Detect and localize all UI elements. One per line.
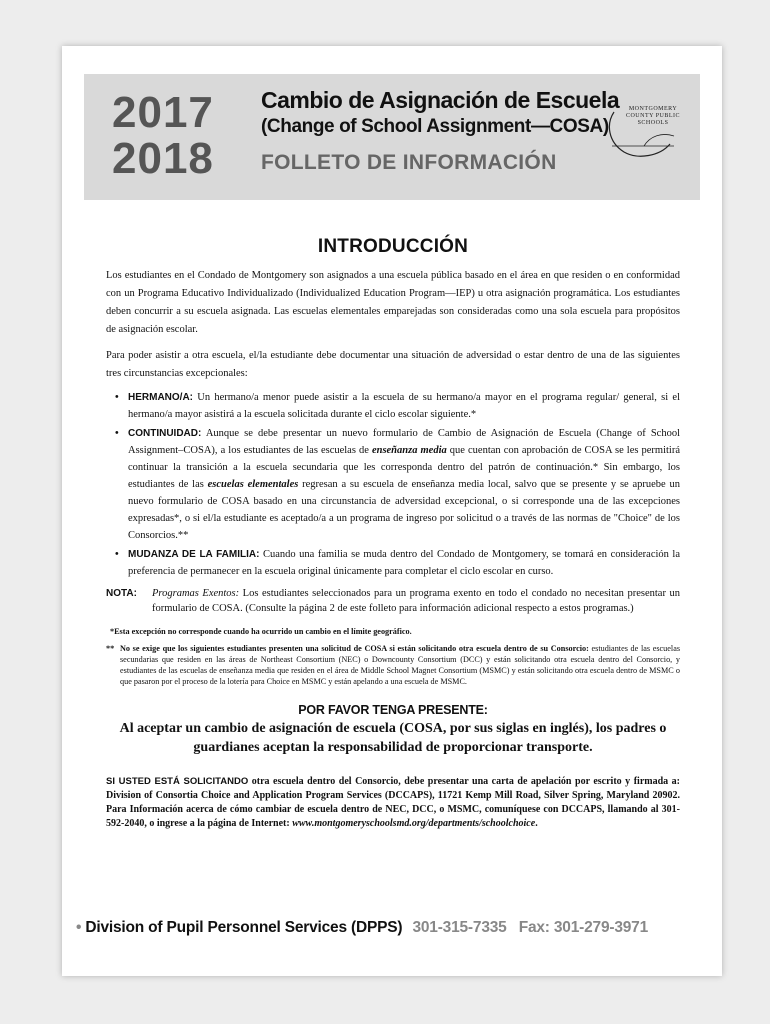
- year-end: 2018: [112, 134, 214, 183]
- bullet-icon: •: [115, 549, 119, 560]
- notice-text: Al aceptar un cambio de asignación de escuela (COSA, por sus siglas en inglés), los padres o guardianes aceptan la responsabilidad de proporcionar transporte.: [119, 721, 667, 755]
- logo-text: MONTGOMERY COUNTY PUBLIC SCHOOLS: [625, 106, 681, 126]
- section-heading: INTRODUCCIÓN: [317, 236, 469, 257]
- year-start: 2017: [112, 88, 214, 137]
- list-item-sibling: • HERMANO/A: Un hermano/a menor puede asistir a la escuela de su hermano/a mayor en el programa regular/ general, si el hermano/a mayor asistirá a la escuela solicitada durante el ciclo escolar siguiente.*: [106, 389, 680, 423]
- consortium-request-info: SI USTED ESTÁ SOLICITANDO otra escuela dentro del Consorcio, debe presentar una carta de apelación por escrito y firmada a: Division of Consortia Choice and Application Program Services (DCCAPS), 11721 Kemp Mill Road, Silver Spring, Maryland 20902. Para Información acerca de cómo cambiar de escuela dentro de NEC, DCC, o MSMC, comuníquese con DCCAPS, llamando al 301-592-2040, o ingrese a la página de Internet: www.montgomeryschoolsmd.org/departments/schoolchoice.: [106, 776, 680, 829]
- note-exempt-programs: NOTA: Programas Exentos: Los estudiantes seleccionados para un programa exento en todo el condado no necesitan presentar un formulario de COSA. (Consulte la página 2 de este folleto para información adicional respecto a estos programas.): [106, 588, 680, 614]
- bullet-icon: •: [115, 428, 119, 439]
- list-item-continuity: • CONTINUIDAD: Aunque se debe presentar un nuevo formulario de Cambio de Asignación de Escuela (Change of School Assignment–COSA), a los estudiantes de las escuelas de enseñanza media que cuentan con aprobación de COSA se les permitirá continuar la transición a la escuela secundaria que les corresponda dentro del patrón de continuación.* Sin embargo, los estudiantes de las escuelas elementales regresan a su escuela de enseñanza media local, salvo que se presente y se apruebe un nuevo formulario de COSA basado en una circunstancia de adversidad excepcional, o si corresponde una de las excepciones expresadas*, o si el/la estudiante es aceptado/a a un programa de ingreso por solicitud o a través de las normas de "Choice" de los Consorcios.**: [106, 425, 680, 544]
- footnote-1: *Esta excepción no corresponde cuando ha ocurrido un cambio en el límite geográfico.: [110, 627, 412, 636]
- footer-bullet-icon: •: [76, 919, 82, 936]
- footnote-2: ** No se exige que los siguientes estudiantes presenten una solicitud de COSA si están solicitando otra escuela dentro de su Consorcio: estudiantes de las escuelas secundarias que residen en las áreas de Northeast Consortium (NEC) o Downcounty Consortium (DCC) y están solicitando otra escuela dentro del Consorcio, y estudiantes de las escuelas de enseñanza media que residen en el área de Middle School Magnet Consortium (MSMC) y están solicitando otra escuela dentro de MSMC o que pasaron por el proceso de la lotería para Choice en MSMC y están apelando a una escuela de MSMC.: [106, 644, 681, 686]
- brochure-subtitle: FOLLETO DE INFORMACIÓN: [261, 151, 557, 174]
- intro-paragraph-1: Los estudiantes en el Condado de Montgomery son asignados a una escuela pública basado en el área en que residen o en conformidad con un Programa Educativo Individualizado (Individualized Education Program—IEP) u otra asignación programática. Los estudiantes deben concurrir a su escuela asignada. Las escuelas elementales emparejadas son consideradas como una sola escuela para propósitos de asignación escolar.: [106, 270, 680, 335]
- title-english: (Change of School Assignment—COSA): [261, 116, 609, 137]
- school-years: [112, 90, 214, 182]
- footer-contact: [76, 919, 716, 937]
- list-item-family-move: • MUDANZA DE LA FAMILIA: Cuando una familia se muda dentro del Condado de Montgomery, se tomará en consideración la preferencia de permanecer en la escuela original únicamente para completar el ciclo escolar en curso.: [106, 546, 680, 580]
- mcps-logo: [604, 106, 696, 162]
- fax-number: Fax: 301-279-3971: [518, 919, 649, 936]
- intro-paragraph-2: Para poder asistir a otra escuela, el/la estudiante debe documentar una situación de adversidad o estar dentro de una de las siguientes tres circunstancias excepcionales:: [106, 350, 680, 379]
- header-banner: [84, 74, 700, 200]
- division-name: Division of Pupil Personnel Services (DPPS): [85, 919, 403, 936]
- note-label: NOTA:: [106, 588, 137, 599]
- notice-heading: POR FAVOR TENGA PRESENTE:: [298, 703, 488, 717]
- document-page: [62, 46, 722, 976]
- phone-number: 301-315-7335: [412, 919, 507, 936]
- title-spanish: Cambio de Asignación de Escuela: [261, 87, 620, 113]
- header-titles: [261, 86, 619, 180]
- bullet-icon: •: [115, 392, 119, 403]
- school-choice-link[interactable]: www.montgomeryschoolsmd.org/departments/schoolchoice: [292, 818, 536, 829]
- main-content: [106, 236, 680, 831]
- circumstances-list: [106, 389, 680, 580]
- transport-notice: [106, 703, 680, 757]
